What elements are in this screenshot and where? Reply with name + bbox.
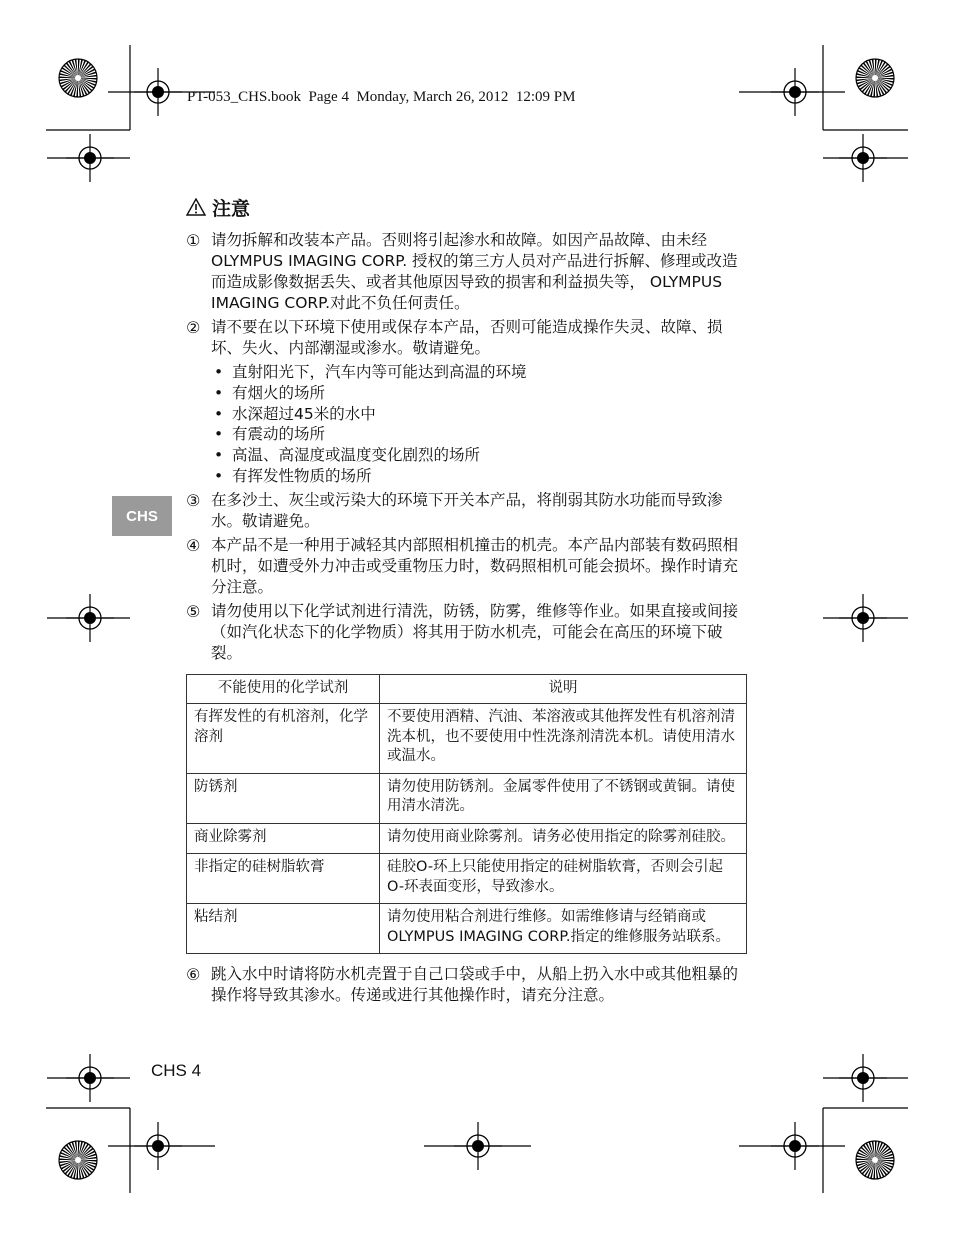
bullet-text: 高温、高湿度或温度变化剧烈的场所 <box>232 446 481 465</box>
item-text: 请勿拆解和改装本产品。否则将引起渗水和故障。如因产品故障、由未经OLYMPUS IMAGING CORP. 授权的第三方人员对产品进行拆解、修理或改造而造成影像数据丢失、或者其他原因导致的损害和利益损失等， OLYMPUS IMAGING CORP.对此不负任何责任。 <box>211 231 738 312</box>
list-item <box>214 445 746 466</box>
table-cell-chemical: 粘结剂 <box>187 904 380 954</box>
table-row <box>187 704 747 774</box>
caution-section <box>186 192 746 1009</box>
table-row <box>187 823 747 854</box>
table-cell-chemical: 商业除雾剂 <box>187 823 380 854</box>
item-number: ① <box>186 231 201 250</box>
bullet-dot: • <box>214 446 224 465</box>
bullet-text: 有挥发性物质的场所 <box>232 466 372 485</box>
table-row <box>187 854 747 904</box>
item-number: ③ <box>186 490 201 510</box>
caution-item-2 <box>186 317 746 359</box>
registration-mark-icon <box>839 594 887 642</box>
print-header: PT-053_CHS.book Page 4 Monday, March 26, 2012 12:09 PM <box>187 89 576 105</box>
bullet-text: 有烟火的场所 <box>232 383 326 402</box>
list-item <box>214 383 746 404</box>
bullet-dot: • <box>214 466 224 485</box>
registration-mark-icon <box>839 1054 887 1102</box>
registration-mark-icon <box>134 68 182 116</box>
table-cell-chemical: 防锈剂 <box>187 773 380 823</box>
registration-mark-icon <box>771 68 819 116</box>
caution-item-6 <box>186 964 746 1006</box>
registration-mark-icon <box>771 1122 819 1170</box>
bullet-text: 有震动的场所 <box>232 425 326 444</box>
page-number: CHS 4 <box>151 1061 202 1080</box>
bullet-text: 水深超过45米的水中 <box>232 404 376 423</box>
registration-mark-icon <box>66 594 114 642</box>
caution-item-3 <box>186 490 746 532</box>
table-cell-description: 硅胶O-环上只能使用指定的硅树脂软膏，否则会引起O-环表面变形，导致渗水。 <box>380 854 747 904</box>
table-cell-description: 不要使用酒精、汽油、苯溶液或其他挥发性有机溶剂清洗本机，也不要使用中性洗涤剂清洗本机。请使用清水或温水。 <box>380 704 747 774</box>
column-header-chemical: 不能使用的化学试剂 <box>187 674 380 704</box>
language-side-tab: CHS <box>112 496 172 536</box>
item-number: ⑥ <box>186 965 201 985</box>
list-item <box>214 424 746 445</box>
item-number: ④ <box>186 535 201 555</box>
caution-heading <box>186 192 746 222</box>
table-row <box>187 773 747 823</box>
starburst-mark-icon <box>856 1141 894 1179</box>
item-number: ⑤ <box>186 601 201 621</box>
item-text: 跳入水中时请将防水机壳置于自己口袋或手中，从船上扔入水中或其他粗暴的操作将导致其渗水。传递或进行其他操作时，请充分注意。 <box>211 965 739 1005</box>
list-item <box>214 362 746 383</box>
caution-item-1 <box>186 230 746 314</box>
table-cell-description: 请勿使用防锈剂。金属零件使用了不锈钢或黄铜。请使用清水清洗。 <box>380 773 747 823</box>
table-cell-description: 请勿使用商业除雾剂。请务必使用指定的除雾剂硅胶。 <box>380 823 747 854</box>
list-item <box>214 466 746 487</box>
starburst-mark-icon <box>59 1141 97 1179</box>
table-header-row <box>187 674 747 704</box>
item-number: ② <box>186 318 201 337</box>
starburst-mark-icon <box>59 59 97 97</box>
caution-item-4 <box>186 535 746 598</box>
registration-mark-icon <box>454 1122 502 1170</box>
table-cell-description: 请勿使用粘合剂进行维修。如需维修请与经销商或OLYMPUS IMAGING CORP.指定的维修服务站联系。 <box>380 904 747 954</box>
bullet-dot: • <box>214 383 224 402</box>
bullet-dot: • <box>214 404 224 423</box>
starburst-mark-icon <box>856 59 894 97</box>
warning-triangle-icon <box>186 198 206 216</box>
environment-bullet-list <box>214 362 746 487</box>
list-item <box>214 404 746 425</box>
chemical-agents-table <box>186 674 747 955</box>
bullet-text: 直射阳光下，汽车内等可能达到高温的环境 <box>232 363 527 381</box>
registration-mark-icon <box>134 1122 182 1170</box>
caution-item-5 <box>186 601 746 664</box>
table-cell-chemical: 非指定的硅树脂软膏 <box>187 854 380 904</box>
item-text: 请勿使用以下化学试剂进行清洗，防锈，防雾，维修等作业。如果直接或间接 （如汽化状态下的化学物质）将其用于防水机壳，可能会在高压的环境下破裂。 <box>211 601 739 662</box>
item-text: 本产品不是一种用于减轻其内部照相机撞击的机壳。本产品内部装有数码照相机时，如遭受外力冲击或受重物压力时，数码照相机可能会损坏。操作时请充分注意。 <box>211 535 739 596</box>
bullet-dot: • <box>214 363 224 381</box>
registration-mark-icon <box>66 1054 114 1102</box>
item-text: 在多沙土、灰尘或污染大的环境下开关本产品，将削弱其防水功能而导致渗水。敬请避免。 <box>211 490 723 530</box>
registration-mark-icon <box>66 134 114 182</box>
caution-title: 注意 <box>212 197 251 220</box>
item-text: 请不要在以下环境下使用或保存本产品，否则可能造成操作失灵、故障、损坏、失火、内部潮湿或渗水。敬请避免。 <box>211 318 723 357</box>
table-row <box>187 904 747 954</box>
column-header-description: 说明 <box>380 674 747 704</box>
table-cell-chemical: 有挥发性的有机溶剂，化学溶剂 <box>187 704 380 774</box>
bullet-dot: • <box>214 425 224 444</box>
registration-mark-icon <box>839 134 887 182</box>
